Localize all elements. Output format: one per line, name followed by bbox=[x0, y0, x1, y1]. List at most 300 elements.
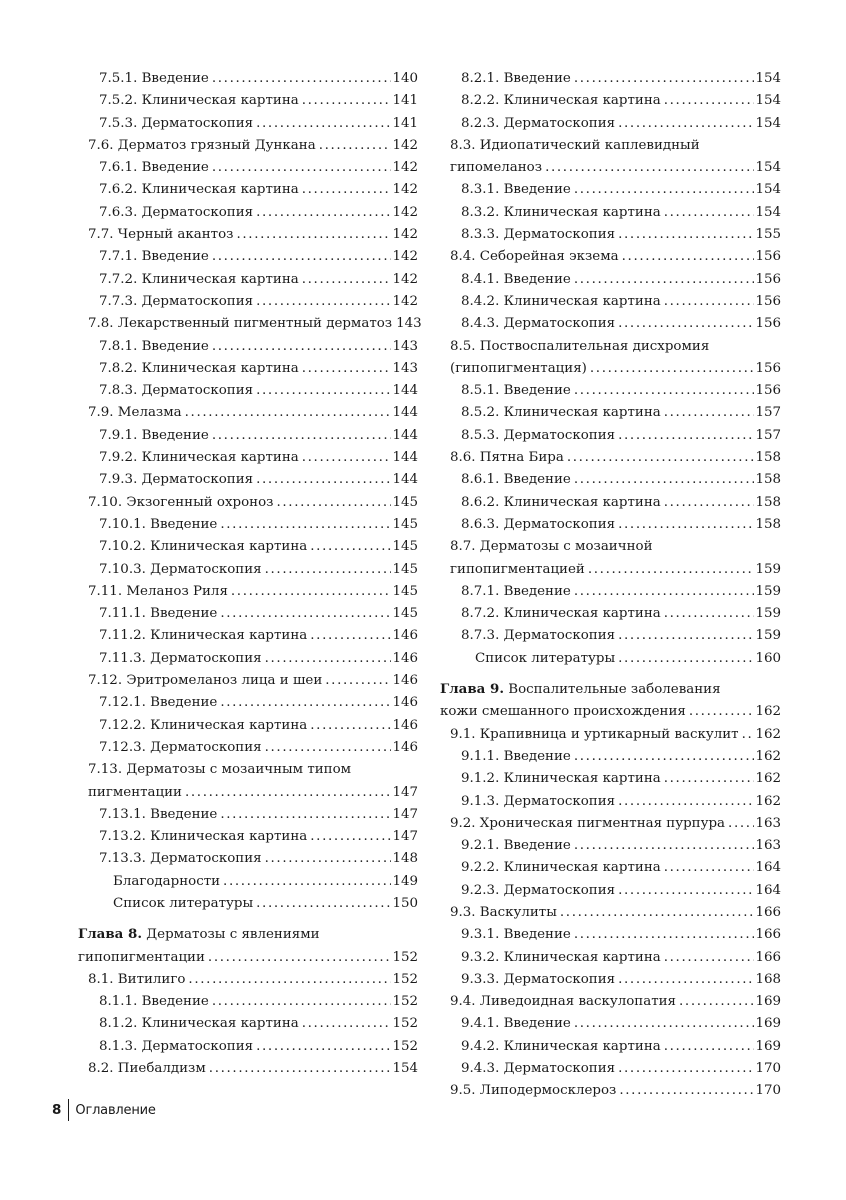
toc-entry[interactable] bbox=[440, 1013, 781, 1035]
toc-page-number: 140 bbox=[392, 71, 418, 86]
toc-entry[interactable] bbox=[440, 224, 781, 246]
toc-page-number: 162 bbox=[755, 793, 781, 809]
toc-entry-title bbox=[461, 380, 571, 402]
toc-entry-text: 7.6.1. Введение bbox=[99, 160, 209, 176]
toc-page-number: 162 bbox=[755, 704, 781, 720]
page-footer bbox=[52, 1099, 156, 1121]
dot-leader bbox=[265, 737, 392, 759]
toc-page-number: 146 bbox=[392, 717, 418, 733]
toc-entry-title bbox=[450, 157, 542, 179]
toc-entry[interactable] bbox=[440, 269, 781, 291]
toc-entry[interactable] bbox=[78, 848, 418, 870]
toc-page-number: 148 bbox=[392, 851, 418, 867]
toc-entry-text: 8.6. Пятна Бира bbox=[450, 450, 564, 466]
toc-entry[interactable] bbox=[78, 425, 418, 447]
dot-leader bbox=[256, 291, 391, 313]
toc-entry[interactable] bbox=[78, 804, 418, 826]
toc-entry-text: 9.4.3. Дерматоскопия bbox=[461, 1061, 616, 1077]
toc-page-number: 152 bbox=[392, 1016, 418, 1032]
toc-entry-text: 8.1.1. Введение bbox=[99, 994, 209, 1010]
toc-entry[interactable] bbox=[440, 1036, 781, 1058]
toc-entry[interactable] bbox=[440, 246, 781, 268]
toc-page-number: 162 bbox=[755, 771, 781, 787]
toc-entry-title bbox=[99, 246, 209, 268]
toc-entry[interactable] bbox=[440, 380, 781, 402]
toc-entry[interactable] bbox=[78, 759, 418, 804]
dot-leader bbox=[276, 492, 391, 514]
toc-page-number: 149 bbox=[392, 873, 418, 889]
toc-entry-title bbox=[450, 138, 700, 153]
toc-entry[interactable] bbox=[78, 559, 418, 581]
dot-leader bbox=[265, 648, 392, 670]
toc-entry-text: 7.5.3. Дерматоскопия bbox=[99, 115, 254, 131]
toc-entry[interactable] bbox=[78, 603, 418, 625]
toc-page-number: 147 bbox=[392, 784, 418, 800]
toc-entry-text: 7.6. Дерматоз грязный Дункана bbox=[88, 137, 316, 153]
toc-entry-text: 8.5.3. Дерматоскопия bbox=[461, 427, 616, 443]
toc-entry[interactable] bbox=[78, 991, 418, 1013]
toc-page-number: 143 bbox=[396, 316, 422, 332]
toc-entry-text: 8.5.1. Введение bbox=[461, 383, 571, 399]
dot-leader bbox=[185, 782, 391, 804]
toc-entry-text: 7.8. Лекарственный пигментный дерматоз bbox=[88, 316, 393, 332]
toc-entry[interactable] bbox=[78, 581, 418, 603]
toc-entry[interactable] bbox=[440, 179, 781, 201]
toc-entry[interactable] bbox=[440, 536, 781, 581]
toc-page-number: 159 bbox=[755, 561, 781, 577]
dot-leader bbox=[220, 692, 391, 714]
toc-entry[interactable] bbox=[440, 880, 781, 902]
dot-leader bbox=[223, 871, 391, 893]
dot-leader bbox=[618, 791, 754, 813]
toc-entry-title bbox=[461, 313, 615, 335]
toc-entry[interactable] bbox=[78, 670, 418, 692]
toc-entry-text: 8.1. Витилиго bbox=[88, 971, 186, 987]
dot-leader bbox=[618, 648, 754, 670]
toc-page-number: 166 bbox=[755, 927, 781, 943]
toc-page-number: 141 bbox=[392, 115, 418, 131]
toc-page-number: 170 bbox=[755, 1083, 781, 1099]
toc-entry[interactable] bbox=[440, 447, 781, 469]
toc-entry-text: 8.6.2. Клиническая картина bbox=[461, 494, 661, 510]
dot-leader bbox=[618, 313, 754, 335]
toc-entry[interactable] bbox=[440, 336, 781, 381]
toc-entry-title bbox=[99, 692, 217, 714]
toc-entry-text: 8.6.3. Дерматоскопия bbox=[461, 516, 616, 532]
toc-page-number: 154 bbox=[755, 93, 781, 109]
toc-entry[interactable] bbox=[440, 991, 781, 1013]
toc-entry[interactable] bbox=[78, 871, 418, 893]
toc-entry[interactable] bbox=[440, 746, 781, 768]
toc-entry-text: 7.7.2. Клиническая картина bbox=[99, 271, 299, 287]
toc-entry[interactable] bbox=[78, 469, 418, 491]
toc-entry-text: 7.7. Черный акантоз bbox=[88, 227, 234, 243]
dot-leader bbox=[664, 603, 755, 625]
toc-entry[interactable] bbox=[440, 902, 781, 924]
toc-entry[interactable] bbox=[440, 857, 781, 879]
toc-entry-text: 9.1.3. Дерматоскопия bbox=[461, 793, 616, 809]
toc-entry[interactable] bbox=[78, 90, 418, 112]
toc-entry-text: 7.5.2. Клиническая картина bbox=[99, 93, 299, 109]
dot-leader bbox=[302, 358, 392, 380]
toc-entry-text: 8.7.3. Дерматоскопия bbox=[461, 628, 616, 644]
toc-entry-text: 8.2.1. Введение bbox=[461, 71, 571, 86]
toc-entry-text: 7.11.1. Введение bbox=[99, 606, 218, 622]
toc-entry-title bbox=[99, 425, 209, 447]
toc-entry-title bbox=[461, 625, 615, 647]
toc-page-number: 144 bbox=[392, 405, 418, 421]
toc-entry-text: кожи смешанного происхождения bbox=[440, 704, 686, 720]
toc-entry-text: 8.4. Себорейная экзема bbox=[450, 249, 619, 265]
toc-entry-title bbox=[461, 90, 661, 112]
toc-page-number: 157 bbox=[755, 405, 781, 421]
toc-entry[interactable] bbox=[78, 380, 418, 402]
toc-entry-text: 9.1.2. Клиническая картина bbox=[461, 771, 661, 787]
toc-entry-text: 7.12.2. Клиническая картина bbox=[99, 717, 308, 733]
toc-entry-title bbox=[88, 762, 351, 777]
dot-leader bbox=[220, 804, 391, 826]
toc-page-number: 158 bbox=[755, 450, 781, 466]
toc-entry[interactable] bbox=[440, 625, 781, 647]
dot-leader bbox=[212, 68, 392, 90]
toc-page-number: 142 bbox=[392, 249, 418, 265]
toc-entry[interactable] bbox=[78, 202, 418, 224]
toc-entry[interactable] bbox=[440, 90, 781, 112]
dot-leader bbox=[560, 902, 755, 924]
dot-leader bbox=[664, 402, 755, 424]
dot-leader bbox=[618, 425, 754, 447]
toc-entry-text: 7.10.1. Введение bbox=[99, 516, 218, 532]
toc-entry[interactable] bbox=[78, 969, 418, 991]
toc-entry[interactable] bbox=[78, 336, 418, 358]
toc-entry-text: 7.10.2. Клиническая картина bbox=[99, 539, 308, 555]
toc-entry-title bbox=[99, 1013, 299, 1035]
toc-entry-text: 7.9. Мелазма bbox=[88, 405, 182, 421]
dot-leader bbox=[208, 947, 392, 969]
chapter-label: Глава 8. bbox=[78, 926, 142, 943]
toc-entry[interactable] bbox=[78, 514, 418, 536]
dot-leader bbox=[679, 991, 754, 1013]
toc-entry[interactable] bbox=[78, 737, 418, 759]
toc-entry-title bbox=[88, 313, 392, 335]
toc-page-number: 157 bbox=[755, 427, 781, 443]
toc-entry-title bbox=[461, 1013, 571, 1035]
toc-entry-title bbox=[450, 539, 653, 554]
toc-entry[interactable] bbox=[78, 135, 418, 157]
toc-entry-text: 8.1.3. Дерматоскопия bbox=[99, 1038, 254, 1054]
toc-page-number: 168 bbox=[755, 971, 781, 987]
toc-entry[interactable] bbox=[440, 469, 781, 491]
toc-entry-text: 7.13.2. Клиническая картина bbox=[99, 829, 308, 845]
toc-entry-text: 8.6.1. Введение bbox=[461, 472, 571, 488]
toc-entry-text: 9.5. Липодермосклероз bbox=[450, 1083, 617, 1099]
toc-page-number: 145 bbox=[392, 606, 418, 622]
toc-page-number: 146 bbox=[392, 650, 418, 666]
toc-entry[interactable] bbox=[440, 135, 781, 180]
toc-entry-title bbox=[99, 1036, 253, 1058]
toc-page-number: 154 bbox=[755, 204, 781, 220]
toc-entry-text: пигментации bbox=[88, 784, 182, 800]
toc-entry-title bbox=[99, 536, 307, 558]
toc-entry-title bbox=[450, 246, 619, 268]
toc-entry-title bbox=[99, 291, 253, 313]
toc-entry[interactable] bbox=[78, 157, 418, 179]
toc-entry-text: 8.5. Поствоспалительная дисхромия bbox=[450, 338, 710, 354]
toc-entry-title bbox=[450, 813, 725, 835]
toc-entry-title bbox=[461, 746, 571, 768]
toc-entry[interactable] bbox=[78, 402, 418, 424]
toc-entry-text: 8.3. Идиопатический каплевидный bbox=[450, 137, 700, 153]
toc-entry[interactable] bbox=[78, 269, 418, 291]
toc-entry-text: 7.11. Меланоз Риля bbox=[88, 583, 228, 599]
toc-entry[interactable] bbox=[78, 893, 418, 915]
toc-entry-text: 8.7.1. Введение bbox=[461, 583, 571, 599]
toc-page-number: 154 bbox=[755, 71, 781, 86]
toc-entry-text: 9.2. Хроническая пигментная пурпура bbox=[450, 815, 726, 831]
toc-entry-title bbox=[99, 826, 307, 848]
toc-entry[interactable] bbox=[440, 402, 781, 424]
toc-entry-text: гипомеланоз bbox=[450, 160, 543, 176]
toc-page-number: 154 bbox=[755, 160, 781, 176]
dot-leader bbox=[220, 514, 391, 536]
toc-entry[interactable] bbox=[78, 358, 418, 380]
toc-entry[interactable] bbox=[440, 835, 781, 857]
dot-leader bbox=[574, 581, 755, 603]
dot-leader bbox=[545, 157, 754, 179]
dot-leader bbox=[231, 581, 392, 603]
toc-entry[interactable] bbox=[440, 313, 781, 335]
dot-leader bbox=[574, 68, 755, 90]
page-number: 8 bbox=[52, 1102, 62, 1118]
toc-entry[interactable] bbox=[78, 313, 422, 335]
toc-entry[interactable] bbox=[78, 625, 418, 647]
toc-page-number: 145 bbox=[392, 539, 418, 555]
toc-page-number: 145 bbox=[392, 516, 418, 532]
toc-entry[interactable] bbox=[440, 68, 781, 90]
toc-page-number: 152 bbox=[392, 949, 418, 965]
toc-entry-text: 7.11.2. Клиническая картина bbox=[99, 628, 308, 644]
toc-entry[interactable] bbox=[440, 425, 781, 447]
toc-page-number: 144 bbox=[392, 427, 418, 443]
toc-chapter-entry[interactable] bbox=[78, 923, 418, 969]
toc-entry-text: 7.10.3. Дерматоскопия bbox=[99, 561, 262, 577]
dot-leader bbox=[302, 447, 392, 469]
toc-entry-title bbox=[99, 715, 307, 737]
toc-page-number: 154 bbox=[392, 1061, 418, 1077]
toc-entry-text: 7.9.3. Дерматоскопия bbox=[99, 472, 254, 488]
toc-entry[interactable] bbox=[78, 179, 418, 201]
toc-entry[interactable] bbox=[440, 724, 781, 746]
dot-leader bbox=[574, 469, 755, 491]
toc-page-number: 144 bbox=[392, 383, 418, 399]
toc-entry[interactable] bbox=[440, 924, 781, 946]
toc-page-number: 158 bbox=[755, 472, 781, 488]
toc-entry-title bbox=[88, 492, 273, 514]
toc-entry[interactable] bbox=[78, 1013, 418, 1035]
toc-entry-title bbox=[88, 224, 233, 246]
toc-entry[interactable] bbox=[78, 536, 418, 558]
dot-leader bbox=[302, 1013, 392, 1035]
dot-leader bbox=[212, 336, 392, 358]
toc-entry-title bbox=[461, 68, 571, 90]
toc-entry[interactable] bbox=[440, 768, 781, 790]
toc-entry-title bbox=[99, 269, 299, 291]
toc-page-number: 159 bbox=[755, 628, 781, 644]
toc-entry-text: 9.3.2. Клиническая картина bbox=[461, 949, 661, 965]
toc-entry-text: 8.3.2. Клиническая картина bbox=[461, 204, 661, 220]
toc-entry[interactable] bbox=[440, 113, 781, 135]
toc-entry[interactable] bbox=[78, 291, 418, 313]
toc-entry[interactable] bbox=[440, 603, 781, 625]
toc-page-number: 143 bbox=[392, 360, 418, 376]
toc-page-number: 164 bbox=[755, 882, 781, 898]
toc-entry-text: 7.12.3. Дерматоскопия bbox=[99, 739, 262, 755]
toc-chapter-entry[interactable] bbox=[440, 678, 781, 724]
toc-entry[interactable] bbox=[440, 291, 781, 313]
dot-leader bbox=[325, 670, 391, 692]
dot-leader bbox=[188, 969, 391, 991]
toc-entry-text: Воспалительные заболевания bbox=[504, 682, 721, 698]
toc-entry[interactable] bbox=[78, 692, 418, 714]
dot-leader bbox=[664, 291, 755, 313]
toc-entry[interactable] bbox=[440, 813, 781, 835]
toc-page-number: 160 bbox=[755, 650, 781, 666]
toc-page-number: 158 bbox=[755, 494, 781, 510]
toc-entry-title bbox=[461, 791, 615, 813]
toc-entry-text: 8.3.1. Введение bbox=[461, 182, 571, 198]
toc-entry[interactable] bbox=[440, 202, 781, 224]
dot-leader bbox=[302, 90, 392, 112]
toc-entry[interactable] bbox=[78, 826, 418, 848]
footer-divider bbox=[68, 1099, 69, 1121]
dot-leader bbox=[236, 224, 391, 246]
toc-entry-title bbox=[450, 559, 585, 581]
toc-entry-title bbox=[461, 835, 571, 857]
toc-page-number: 142 bbox=[392, 182, 418, 198]
toc-entry-title bbox=[461, 947, 661, 969]
toc-entry[interactable] bbox=[440, 492, 781, 514]
toc-entry[interactable] bbox=[78, 648, 418, 670]
toc-entry[interactable] bbox=[440, 947, 781, 969]
toc-entry-title bbox=[450, 1080, 616, 1102]
dot-leader bbox=[689, 701, 755, 723]
toc-entry[interactable] bbox=[440, 648, 781, 670]
toc-entry[interactable] bbox=[440, 1058, 781, 1080]
dot-leader bbox=[618, 113, 754, 135]
dot-leader bbox=[664, 90, 755, 112]
toc-entry-title bbox=[99, 380, 253, 402]
toc-page-number: 152 bbox=[392, 994, 418, 1010]
dot-leader bbox=[618, 880, 754, 902]
toc-entry-text: гипопигментации bbox=[78, 949, 205, 965]
toc-entry-text: 8.2.2. Клиническая картина bbox=[461, 93, 661, 109]
toc-entry-text: 8.2. Пиебалдизм bbox=[88, 1061, 206, 1077]
toc-entry[interactable] bbox=[78, 1058, 418, 1080]
toc-entry[interactable] bbox=[440, 581, 781, 603]
toc-entry-text: Список литературы bbox=[113, 895, 254, 911]
toc-entry-title bbox=[461, 880, 615, 902]
toc-entry-title bbox=[99, 603, 217, 625]
toc-page-number: 155 bbox=[755, 227, 781, 243]
toc-entry-text: 8.2.3. Дерматоскопия bbox=[461, 115, 616, 131]
dot-leader bbox=[728, 813, 754, 835]
toc-entry-text: 9.2.2. Клиническая картина bbox=[461, 860, 661, 876]
toc-entry-text: (гипопигментация) bbox=[450, 360, 587, 376]
toc-entry-title bbox=[99, 358, 299, 380]
toc-page-number: 159 bbox=[755, 606, 781, 622]
toc-page-number: 141 bbox=[392, 93, 418, 109]
running-title: Оглавление bbox=[75, 1102, 156, 1118]
toc-entry-title bbox=[113, 871, 220, 893]
dot-leader bbox=[256, 469, 391, 491]
toc-entry[interactable] bbox=[78, 715, 418, 737]
toc-entry-text: 9.3.3. Дерматоскопия bbox=[461, 971, 616, 987]
toc-entry[interactable] bbox=[78, 447, 418, 469]
toc-entry[interactable] bbox=[78, 224, 418, 246]
dot-leader bbox=[567, 447, 755, 469]
toc-entry[interactable] bbox=[78, 246, 418, 268]
toc-entry[interactable] bbox=[440, 1080, 781, 1102]
toc-entry-title bbox=[99, 848, 262, 870]
toc-entry-text: 8.7.2. Клиническая картина bbox=[461, 606, 661, 622]
toc-entry[interactable] bbox=[78, 492, 418, 514]
toc-entry[interactable] bbox=[78, 113, 418, 135]
dot-leader bbox=[664, 1036, 755, 1058]
toc-entry-text: 7.8.3. Дерматоскопия bbox=[99, 383, 254, 399]
toc-page-number: 143 bbox=[392, 338, 418, 354]
dot-leader bbox=[590, 358, 755, 380]
dot-leader bbox=[302, 269, 392, 291]
dot-leader bbox=[618, 1058, 754, 1080]
dot-leader bbox=[618, 224, 754, 246]
toc-entry-text: 7.8.2. Клиническая картина bbox=[99, 360, 299, 376]
toc-entry[interactable] bbox=[440, 791, 781, 813]
toc-entry-title bbox=[99, 625, 307, 647]
toc-page-number: 144 bbox=[392, 472, 418, 488]
toc-entry-title bbox=[461, 581, 571, 603]
dot-leader bbox=[256, 1036, 391, 1058]
toc-entry-title bbox=[450, 991, 676, 1013]
dot-leader bbox=[256, 113, 391, 135]
dot-leader bbox=[302, 179, 392, 201]
dot-leader bbox=[618, 625, 754, 647]
toc-entry-text: Дерматозы с явлениями bbox=[142, 927, 320, 943]
toc-entry[interactable] bbox=[78, 1036, 418, 1058]
toc-entry-title bbox=[450, 902, 557, 924]
toc-page-number: 144 bbox=[392, 450, 418, 466]
dot-leader bbox=[664, 857, 755, 879]
dot-leader bbox=[310, 826, 391, 848]
dot-leader bbox=[319, 135, 392, 157]
toc-entry[interactable] bbox=[440, 969, 781, 991]
toc-entry[interactable] bbox=[440, 514, 781, 536]
dot-leader bbox=[574, 179, 755, 201]
toc-entry-title bbox=[450, 724, 739, 746]
dot-leader bbox=[310, 536, 391, 558]
toc-page-number: 146 bbox=[392, 628, 418, 644]
toc-entry-text: 7.12.1. Введение bbox=[99, 695, 218, 711]
toc-entry-title bbox=[461, 402, 661, 424]
toc-entry[interactable] bbox=[78, 68, 418, 90]
toc-entry-title bbox=[99, 202, 253, 224]
toc-entry-title bbox=[113, 893, 253, 915]
toc-page-number: 146 bbox=[392, 673, 418, 689]
toc-entry-text: 7.9.2. Клиническая картина bbox=[99, 450, 299, 466]
toc-entry-title bbox=[99, 447, 299, 469]
toc-page-number: 146 bbox=[392, 695, 418, 711]
dot-leader bbox=[185, 402, 392, 424]
toc-entry-text: 7.9.1. Введение bbox=[99, 427, 209, 443]
